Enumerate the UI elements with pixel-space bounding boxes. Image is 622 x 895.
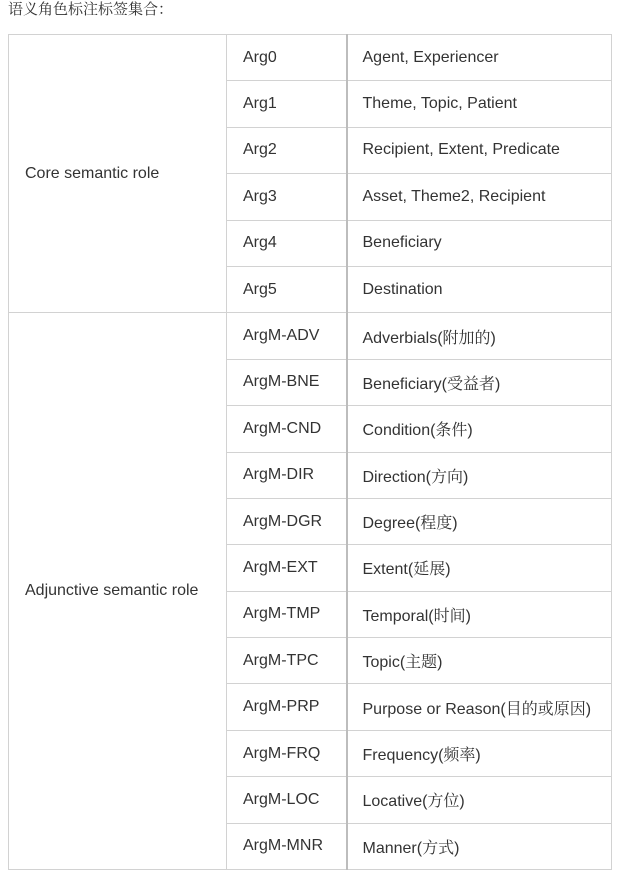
role-tag: Arg5 — [227, 266, 347, 312]
role-tag: ArgM-EXT — [227, 545, 347, 591]
role-tag: Arg1 — [227, 81, 347, 127]
role-description: Direction(方向) — [347, 452, 612, 498]
role-tag: ArgM-FRQ — [227, 730, 347, 776]
role-description: Beneficiary(受益者) — [347, 359, 612, 405]
role-group-name: Adjunctive semantic role — [9, 313, 227, 870]
role-description: Theme, Topic, Patient — [347, 81, 612, 127]
semantic-role-table-body — [9, 35, 612, 870]
role-description: Destination — [347, 266, 612, 312]
role-description: Beneficiary — [347, 220, 612, 266]
role-description: Degree(程度) — [347, 498, 612, 544]
role-tag: ArgM-DIR — [227, 452, 347, 498]
role-tag: ArgM-TMP — [227, 591, 347, 637]
role-tag: Arg3 — [227, 174, 347, 220]
table-caption: 语义角色标注标签集合： — [8, 1, 174, 18]
role-tag: Arg2 — [227, 127, 347, 173]
role-tag: ArgM-CND — [227, 406, 347, 452]
role-tag: ArgM-ADV — [227, 313, 347, 359]
role-description: Purpose or Reason(目的或原因) — [347, 684, 612, 730]
role-description: Asset, Theme2, Recipient — [347, 174, 612, 220]
role-tag: ArgM-LOC — [227, 777, 347, 823]
role-group-name: Core semantic role — [9, 35, 227, 313]
role-description: Extent(延展) — [347, 545, 612, 591]
role-description: Temporal(时间) — [347, 591, 612, 637]
role-tag: ArgM-MNR — [227, 823, 347, 869]
role-tag: ArgM-BNE — [227, 359, 347, 405]
role-description: Frequency(频率) — [347, 730, 612, 776]
table-row — [9, 35, 612, 81]
role-description: Agent, Experiencer — [347, 35, 612, 81]
role-description: Condition(条件) — [347, 406, 612, 452]
role-description: Adverbials(附加的) — [347, 313, 612, 359]
role-description: Topic(主题) — [347, 638, 612, 684]
role-description: Manner(方式) — [347, 823, 612, 869]
table-row — [9, 313, 612, 359]
semantic-role-table — [8, 34, 612, 870]
role-description: Locative(方位) — [347, 777, 612, 823]
role-tag: ArgM-TPC — [227, 638, 347, 684]
role-description: Recipient, Extent, Predicate — [347, 127, 612, 173]
role-tag: Arg0 — [227, 35, 347, 81]
role-tag: ArgM-DGR — [227, 498, 347, 544]
role-tag: Arg4 — [227, 220, 347, 266]
role-tag: ArgM-PRP — [227, 684, 347, 730]
